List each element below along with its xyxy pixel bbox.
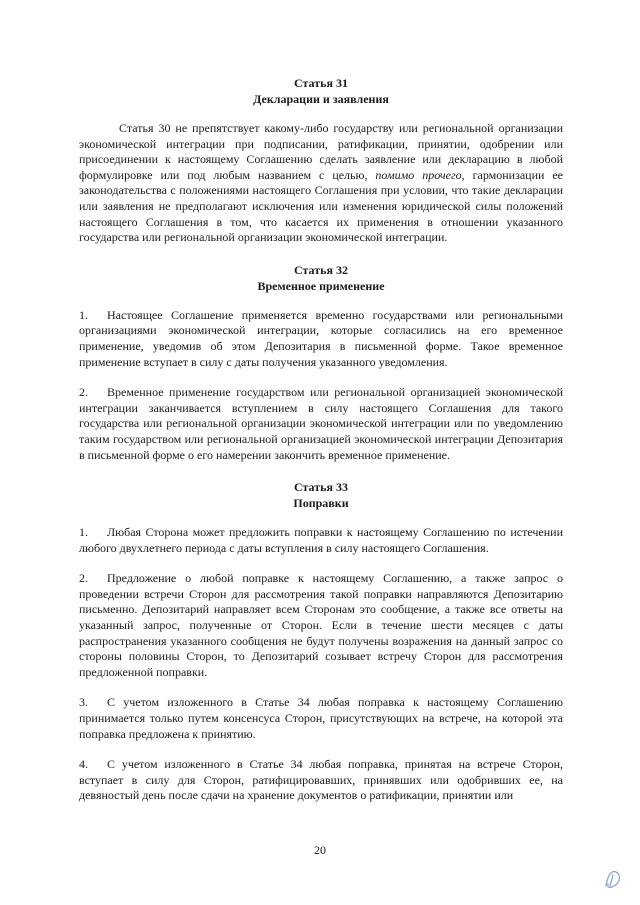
text-segment: , гармонизации ее законодательства с положениями настоящего Соглашения при условии, что такие декларации или заявления не предполагают исключения или изменения юридической силы положений настоящего Соглашения в том, что касается их применения в отношении указанного государства или региональной организации экономической интеграции. (79, 167, 563, 245)
article-32-item-2 (79, 385, 563, 463)
article-31-number: Статья 31 (294, 76, 348, 90)
article-33-item-2 (79, 571, 563, 680)
item-number: 2. (79, 385, 88, 400)
item-number: 1. (79, 525, 88, 540)
item-text: Настоящее Соглашение применяется временно государствами или региональными организациями экономической интеграции, которые согласились на его временное применение, уведомив об этом Депозитария в письменной форме. Такое временное применение вступает в силу с даты получения указанного уведомления. (79, 307, 563, 369)
article-33-item-4 (79, 757, 563, 804)
article-33-number: Статья 33 (294, 480, 348, 495)
article-32 (79, 263, 563, 463)
item-text: Предложение о любой поправке к настоящему Соглашению, а также запрос о проведении встречи Сторон для рассмотрения такой поправки направляются Депозитарию письменно. Депозитарий направляет всем Сторонам это сообщение, а также все ответы на указанный запрос, полученные от Сторон. Если в течение шести месяцев с даты распространения указанного сообщения не будут получены возражения на данный запрос со стороны половины Сторон, то Депозитарий созывает встречу Сторон для рассмотрения предложенной поправки. (79, 571, 563, 679)
italic-segment: помимо прочего (375, 167, 462, 182)
item-text: С учетом изложенного в Статье 34 любая поправка к настоящему Соглашению принимается только путем консенсуса Сторон, присутствующих на встрече, на которой эта поправка предложена к принятию. (79, 695, 563, 741)
item-text: Временное применение государством или региональной организацией экономической интеграции заканчивается вступлением в силу настоящего Соглашения для такого государства или региональной организации экономической интеграции или по уведомлению таким государством или региональной организацией экономической интеграции Депозитария в письменной форме о его намерении закончить временное применение. (79, 385, 563, 462)
article-31-title: Декларации и заявления (253, 92, 389, 106)
item-number: 2. (79, 571, 88, 586)
handwritten-initial-icon (600, 866, 626, 892)
item-number: 3. (79, 695, 88, 710)
article-31-paragraph (79, 121, 563, 246)
article-33-item-1 (79, 525, 563, 556)
article-32-number: Статья 32 (294, 262, 348, 277)
document-body (79, 76, 563, 821)
article-33 (79, 480, 563, 804)
item-number: 1. (79, 307, 88, 322)
article-32-item-1 (79, 308, 563, 370)
item-text: С учетом изложенного в Статье 34 любая поправка, принятая на встрече Сторон, вступает в силу для Сторон, ратифицировавших, принявших или одобривших ее, на девяностый день после сдачи на хранение документов о ратификации, принятии или (79, 757, 563, 803)
article-33-item-3 (79, 695, 563, 742)
page-number: 20 (314, 843, 326, 857)
article-33-title: Поправки (293, 496, 349, 511)
item-text: Любая Сторона может предложить поправки к настоящему Соглашению по истечении любого двухлетнего периода с даты вступления в силу настоящего Соглашения. (79, 525, 563, 555)
item-number: 4. (79, 757, 88, 772)
text-segment: Статья 30 не препятствует какому-либо государству или региональной организации экономической интеграции при подписании, ратификации, принятии, одобрении или присоединении к настоящему Соглашению сделать заявление или декларацию в любой формулировке или под любым названием с целью, (79, 121, 563, 182)
article-31 (79, 76, 563, 246)
article-32-title: Временное применение (257, 278, 385, 293)
